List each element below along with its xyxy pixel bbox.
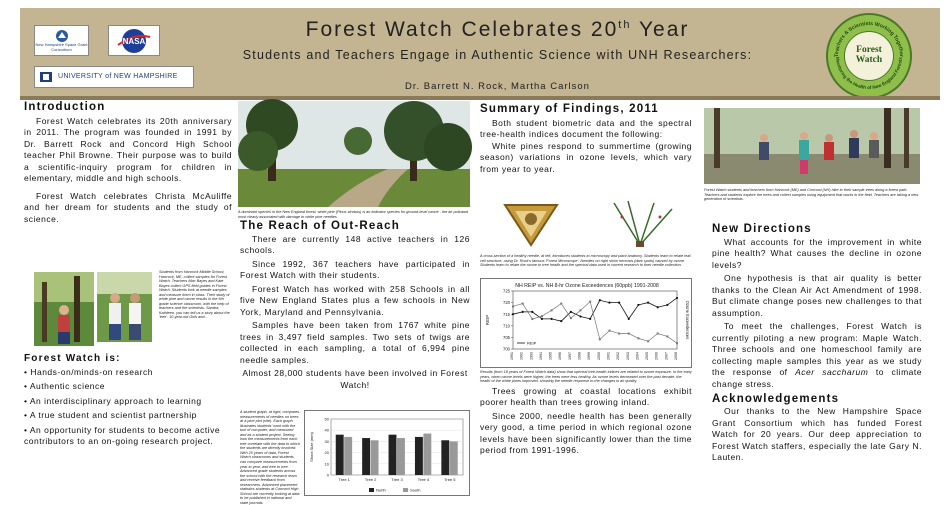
fw-logo-top-text: Teachers & Scientists Working Together xyxy=(833,20,905,58)
nasa-logo-text: NASA xyxy=(122,36,146,46)
students-hiking-photo xyxy=(704,108,920,184)
x-tick-label: 1992 xyxy=(519,352,524,360)
bar-category-label: Tree 1 xyxy=(338,477,350,482)
fw-is-item: • A true student and scientist partnership xyxy=(24,410,232,421)
nhsgc-logo xyxy=(34,25,89,56)
reip-point xyxy=(657,306,659,308)
title-sup: th xyxy=(618,19,632,31)
intro-paragraph-1: Forest Watch celebrates its 20th anniversary in 2011. The program was founded in 1991 by Dr. Barrett Rock and Concord High School teacher Phil Browne. Their purpose was to build a scientific-inquiry program for children in elementary, middle and high schools. xyxy=(24,116,232,184)
column-1 xyxy=(24,101,232,225)
y-tick-label: 720 xyxy=(503,300,510,306)
bar-category-label: Tree 4 xyxy=(417,477,430,482)
x-tick-label: 1993 xyxy=(529,352,534,360)
reip-point xyxy=(599,299,601,301)
column-3-lower xyxy=(480,386,692,457)
x-tick-label: 2003 xyxy=(625,352,630,360)
title-main: Forest Watch Celebrates 20 xyxy=(305,18,619,41)
bar-y-axis-label: Shoot Size (mm) xyxy=(309,432,314,462)
reip-point xyxy=(637,304,639,306)
bar xyxy=(336,435,344,475)
x-tick-label: 2000 xyxy=(596,352,601,360)
ozone-point xyxy=(589,301,591,303)
bar xyxy=(389,435,397,475)
poster-header xyxy=(20,8,940,96)
bar-category-label: Tree 2 xyxy=(364,477,377,482)
needle-samples-image xyxy=(594,197,686,249)
x-tick-label: 2007 xyxy=(664,352,669,360)
ozone-point xyxy=(676,342,678,344)
reip-point xyxy=(560,320,562,322)
column-3 xyxy=(480,103,692,175)
white-pine-caption: A dominant species in the New England forest, white pine (Pinus strobus) is an indicator species for ground-level ozone - the air pollutant most clearly associated with damage to white pine needles. xyxy=(238,210,468,219)
ozone-point xyxy=(647,340,649,342)
y-tick-label: 715 xyxy=(503,311,510,317)
student-bar-chart xyxy=(304,410,470,496)
reip-point xyxy=(512,313,514,315)
x-tick-label: 2005 xyxy=(645,352,650,360)
x-tick-label: 2004 xyxy=(635,352,640,360)
ozone-point xyxy=(637,337,639,339)
bar-y-tick-label: 40 xyxy=(324,427,329,433)
bar-legend-label: South xyxy=(410,487,421,493)
needle-cross-section-image xyxy=(497,197,565,249)
reip-point xyxy=(666,304,668,306)
forest-watch-logo xyxy=(826,13,912,99)
reip-point xyxy=(522,311,524,313)
reip-point xyxy=(647,302,649,304)
bar xyxy=(371,440,379,475)
fw-logo-bottom-text: Monitoring the Health of New England Forests xyxy=(834,56,904,91)
x-tick-label: 2008 xyxy=(674,352,678,360)
directions-p3-text: To meet the challenges, Forest Watch is currently piloting a new program: Maple Watch. Three schools and one homeschool family are collecting maple samples this year as we study the response of xyxy=(712,321,922,378)
poster-subtitle: Students and Teachers Engage in Authentic Science with UNH Researchers: xyxy=(242,48,753,62)
ozone-point xyxy=(551,309,553,311)
ozone-point xyxy=(628,333,630,335)
directions-paragraph-3 xyxy=(712,321,922,390)
ozone-point xyxy=(522,303,524,305)
nhsgc-logo-text: New Hampshire Space Grant Consortium xyxy=(35,42,88,52)
reip-point xyxy=(550,318,552,320)
students-sampling-photo-left xyxy=(34,272,94,346)
ozone-point xyxy=(541,315,543,317)
reip-point xyxy=(618,302,620,304)
svg-text:Teachers & Scientists Working xyxy=(834,21,904,57)
bar-legend-swatch xyxy=(403,488,408,492)
x-tick-label: 2002 xyxy=(616,352,621,360)
bar xyxy=(362,438,370,475)
intro-photo-caption: Students from Hancock Middle School, Hancock, ME, collect samples for Forest Watch. Teachers Mac Bayes and Kate Bayes collect GPS field guides in Forest Watch. Students look at needle samples and measure them in class. Their study of white pine and ozone results in the 6th grade science classroom, with the help of teachers and the scientists. Sandra, Kathleen, you can tell us a story about the 'tree'. 10-year-old Girls and... xyxy=(159,270,230,320)
reip-point xyxy=(628,318,630,320)
reip-point xyxy=(676,297,678,299)
column-2 xyxy=(240,220,470,391)
fw-is-item: • Authentic science xyxy=(24,381,232,392)
header-divider xyxy=(20,96,940,100)
acer-saccharum-text: Acer saccharum xyxy=(795,367,869,378)
bar-category-label: Tree 5 xyxy=(444,477,456,482)
y-tick-label: 725 xyxy=(503,288,510,294)
title-end: Year xyxy=(631,18,690,41)
student-graph-caption: A student graph, at right, compares measurements of needles on trees at a pine plot (site). Each graph illustrates students' work with the tool of computer, and measured and as a student project. Seeing how the measurements from each tree correlate with the data to which the students are directly involved. With 20 years of data, Forest Watch classrooms and students can compare measurements from year to year, and tree to tree. Advanced grade students across the school with the research team and receive feedback from researchers. Advanced placement statistics students at Concord High School are currently looking at data to be published in national and state journals. xyxy=(240,410,300,505)
bar-y-tick-label: 10 xyxy=(324,461,329,467)
ozone-point xyxy=(608,330,610,332)
bar-category-label: Tree 3 xyxy=(391,477,403,482)
fw-is-item: • An opportunity for students to become active contributors to an on-going research project. xyxy=(24,425,232,448)
student-bar-chart-svg xyxy=(305,411,471,497)
ack-paragraph: Our thanks to the New Hampshire Space Grant Consortium which has funded Forest Watch for 20 years. Our deep appreciation to Forest Watch staffers, especially the late Gary N. Lauten. xyxy=(712,406,922,462)
y-axis-label: REIP xyxy=(485,314,490,326)
findings-paragraph-1: Both student biometric data and the spectral tree-health indices document the following: xyxy=(480,118,692,140)
y2-axis-label: Ozone Exceedences xyxy=(685,300,690,340)
reach-paragraph-4: Samples have been taken from 1767 white pine trees in 3,497 field samples. Two sets of twigs are collected in each sampling, a total of 6,994 pine needle samples. xyxy=(240,320,470,365)
findings-heading: Summary of Findings, 2011 xyxy=(480,103,659,115)
bar xyxy=(450,441,458,475)
needle-image-caption: A cross-section of a healthy needle, at left, introduces students to microscopy and plant anatomy. Students learn to relate leaf-cell structure, using Dr. Rock's famous 'Forest Microscope'. Needles on right show necrosis (dark spots) caused by ozone. Students learn to relate the ozone to tree health and the spectral data used in current research to their needle collection. xyxy=(480,254,692,268)
fw-is-list xyxy=(24,367,232,448)
reip-point xyxy=(570,311,572,313)
directions-heading: New Directions xyxy=(712,223,812,235)
students-sampling-photo-right xyxy=(97,272,152,342)
bar xyxy=(397,438,405,475)
directions-paragraph-1: What accounts for the improvement in white pine health? What causes the decline in ozone levels? xyxy=(712,237,922,270)
ozone-point xyxy=(666,335,668,337)
intro-paragraph-2: Forest Watch celebrates Christa McAuliffe and her dream for students and the study of science. xyxy=(24,190,232,224)
reip-point xyxy=(608,302,610,304)
ozone-point xyxy=(618,333,620,335)
reach-paragraph-2: Since 1992, 367 teachers have participated in Forest Watch with their students. xyxy=(240,258,470,281)
unh-logo xyxy=(34,66,194,88)
ozone-line-chart xyxy=(480,278,692,368)
bar xyxy=(415,437,423,475)
findings-paragraph-4: Since 2000, needle health has been generally very good, a time period in which regional ozone levels have been significantly lower than the time period from 1991-1996. xyxy=(480,410,692,456)
directions-p3-end: to climate change stress. xyxy=(712,367,922,389)
column-4 xyxy=(712,223,922,463)
y-tick-label: 705 xyxy=(503,335,510,340)
fw-is-item: • Hands-on/minds-on research xyxy=(24,367,232,378)
x-tick-label: 1996 xyxy=(558,352,563,360)
reip-point xyxy=(589,318,591,320)
bar-legend-label: North xyxy=(376,487,386,493)
x-tick-label: 2001 xyxy=(606,352,611,360)
legend-label: REIP xyxy=(527,340,537,346)
fw-is-section xyxy=(24,353,232,448)
ozone-point xyxy=(580,309,582,311)
bar xyxy=(441,440,449,475)
reip-point xyxy=(579,315,581,317)
reach-paragraph-5: Almost 28,000 students have been involved in Forest Watch! xyxy=(242,368,468,390)
line-chart-title: NH REIP vs. NH 8-hr Ozone Exceedences (60ppb) 1991-2008 xyxy=(515,283,659,289)
fw-is-heading: Forest Watch is: xyxy=(24,353,121,364)
ozone-point xyxy=(560,303,562,305)
ozone-point xyxy=(570,317,572,319)
bar-y-tick-label: 20 xyxy=(324,450,329,456)
bar xyxy=(423,434,431,475)
ozone-line-chart-svg xyxy=(481,279,693,369)
svg-text:Monitoring the Health of New E xyxy=(835,56,903,90)
fw-logo-center: Forest Watch xyxy=(844,31,894,81)
bar-legend-swatch xyxy=(369,488,374,492)
ozone-point xyxy=(657,333,659,335)
poster-authors: Dr. Barrett N. Rock, Martha Carlson xyxy=(405,81,590,92)
ozone-point xyxy=(531,318,533,320)
x-tick-label: 1999 xyxy=(587,352,592,360)
bar-y-tick-label: 50 xyxy=(324,416,329,422)
reip-point xyxy=(531,311,533,313)
findings-paragraph-3: Trees growing at coastal locations exhibit poorer health than trees growing inland. xyxy=(480,386,692,408)
ack-heading: Acknowledgements xyxy=(712,393,840,406)
reach-paragraph-3: Forest Watch has worked with 258 Schools in all five New England States plus a few schools in New York, Maryland and Pennsylvania. xyxy=(240,283,470,317)
bar-y-tick-label: 30 xyxy=(324,438,329,444)
directions-paragraph-2: One hypothesis is that air quality is better thanks to the Clean Air Act Amendment of 1998. But climate change poses new challenges to that assumption. xyxy=(712,273,922,318)
ozone-point xyxy=(599,338,601,340)
intro-heading: Introduction xyxy=(24,101,106,113)
nasa-logo xyxy=(108,25,160,56)
x-tick-label: 1995 xyxy=(548,352,553,360)
ozone-chart-caption: Results (from 18 years of Forest Watch data) show that spectral tree-health indices are related to ozone exposure. In the early years, when ozone levels were higher, the trees were less healthy. As ozone levels decreased over the past decade, the health of the white pines improved, showing the needle response to the changes in air quality. xyxy=(480,370,692,384)
white-pine-photo xyxy=(238,101,470,207)
fw-is-item: • An interdisciplinary approach to learning xyxy=(24,396,232,407)
bar xyxy=(344,437,352,475)
ozone-point xyxy=(512,305,514,307)
findings-paragraph-2: White pines respond to summertime (growing season) variations in ozone levels, which vary from year to year. xyxy=(480,140,692,174)
y-tick-label: 700 xyxy=(503,346,510,352)
reip-point xyxy=(541,318,543,320)
x-tick-label: 1998 xyxy=(577,352,582,360)
reach-heading: The Reach of Out-Reach xyxy=(240,220,400,232)
hiking-photo-caption: Forest Watch students and teachers from Hancock (ME) and Concord (NH) hike to their sample trees along a forest path. Teachers and students explore the trees and collect samples using equipment that works in the field. Teachers are taking a new generation of scientists. xyxy=(704,188,919,202)
x-tick-label: 2006 xyxy=(654,352,659,360)
x-tick-label: 1997 xyxy=(567,352,572,360)
x-tick-label: 1994 xyxy=(538,352,543,360)
reach-paragraph-1: There are currently 148 active teachers in 126 schools. xyxy=(240,234,470,256)
bar-y-tick-label: 0 xyxy=(326,472,329,478)
poster-title xyxy=(220,18,775,42)
x-tick-label: 1991 xyxy=(510,352,514,360)
y-tick-label: 710 xyxy=(503,323,510,329)
ozone-series-line xyxy=(513,302,677,344)
unh-logo-text: UNIVERSITY of NEW HAMPSHIRE xyxy=(58,73,178,81)
